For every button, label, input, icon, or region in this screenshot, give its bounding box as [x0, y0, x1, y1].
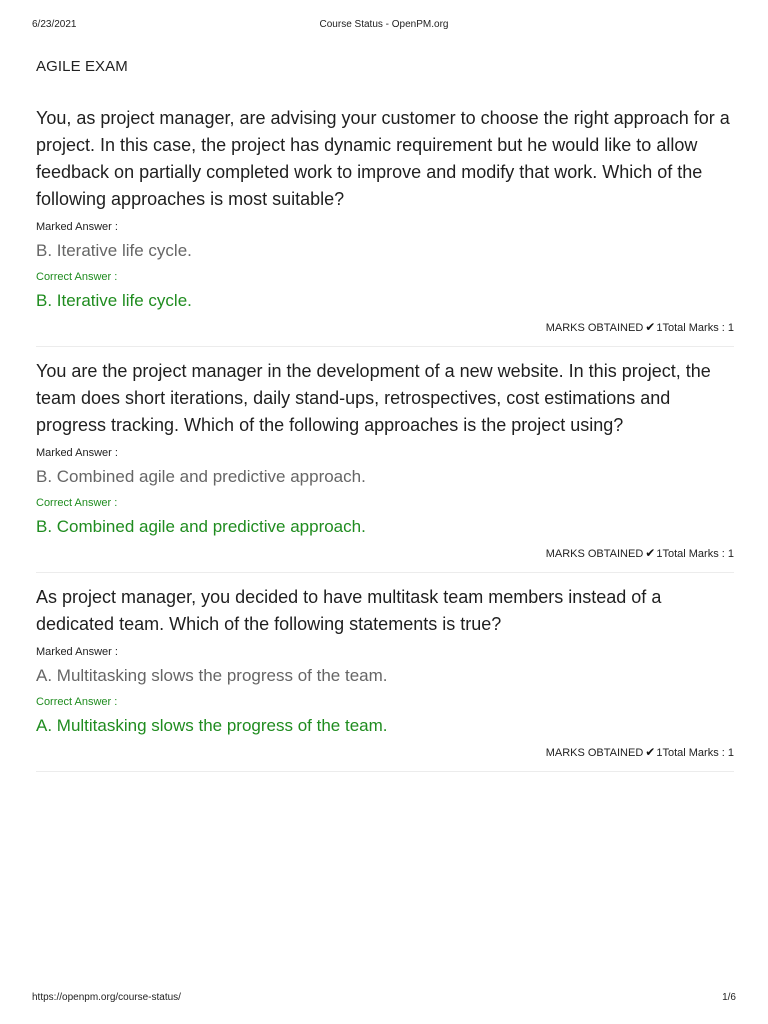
print-page-title: Course Status - OpenPM.org [319, 19, 449, 30]
marked-answer: B. Combined agile and predictive approach. [36, 467, 366, 486]
question-text: As project manager, you decided to have multitask team members instead of a dedicated team. Which of the following statements is true? [36, 587, 662, 634]
print-header [32, 19, 736, 33]
marked-answer: B. Iterative life cycle. [36, 241, 192, 260]
marks-obtained-label: MARKS OBTAINED [545, 548, 644, 560]
correct-answer: A. Multitasking slows the progress of the team. [36, 716, 388, 735]
marks-obtained-value: 1 [656, 548, 663, 560]
marks-obtained-label: MARKS OBTAINED [545, 747, 644, 759]
page-url-link[interactable]: https://openpm.org/course-status/ [32, 992, 181, 1003]
correct-answer-label: Correct Answer : [36, 696, 118, 708]
correct-answer: B. Iterative life cycle. [36, 291, 192, 310]
marked-answer-label: Marked Answer : [36, 646, 118, 658]
marks-summary [36, 320, 734, 335]
check-icon: ✔ [645, 745, 656, 759]
correct-answer: B. Combined agile and predictive approach. [36, 517, 366, 536]
marked-answer: A. Multitasking slows the progress of the team. [36, 666, 388, 685]
marks-obtained-value: 1 [656, 322, 663, 334]
question-block [36, 105, 734, 347]
exam-title: AGILE EXAM [36, 58, 128, 75]
marks-summary [36, 745, 734, 760]
marked-answer-label: Marked Answer : [36, 221, 118, 233]
question-text: You, as project manager, are advising your customer to choose the right approach for a project. In this case, the project has dynamic requirement but he would like to allow feedback on partially completed work to improve and modify that work. Which of the following approaches is most suitable? [36, 108, 730, 209]
total-marks-label: Total Marks : [662, 548, 728, 560]
print-footer [32, 992, 736, 1006]
question-block [36, 358, 734, 573]
total-marks-value: 1 [727, 747, 734, 759]
total-marks-value: 1 [727, 548, 734, 560]
marks-summary [36, 546, 734, 561]
total-marks-label: Total Marks : [662, 747, 728, 759]
marked-answer-label: Marked Answer : [36, 447, 118, 459]
course-status-content [36, 58, 734, 783]
total-marks-value: 1 [727, 322, 734, 334]
check-icon: ✔ [645, 546, 656, 560]
marks-obtained-label: MARKS OBTAINED [545, 322, 644, 334]
marks-obtained-value: 1 [656, 747, 663, 759]
correct-answer-label: Correct Answer : [36, 271, 118, 283]
question-text: You are the project manager in the development of a new website. In this project, the team does short iterations, daily stand-ups, retrospectives, cost estimations and progress tracking. Which of the following approaches is the project using? [36, 361, 711, 435]
check-icon: ✔ [645, 320, 656, 334]
correct-answer-label: Correct Answer : [36, 497, 118, 509]
question-block [36, 584, 734, 772]
page-number: 1/6 [722, 992, 736, 1003]
total-marks-label: Total Marks : [662, 322, 728, 334]
print-date: 6/23/2021 [32, 19, 77, 30]
